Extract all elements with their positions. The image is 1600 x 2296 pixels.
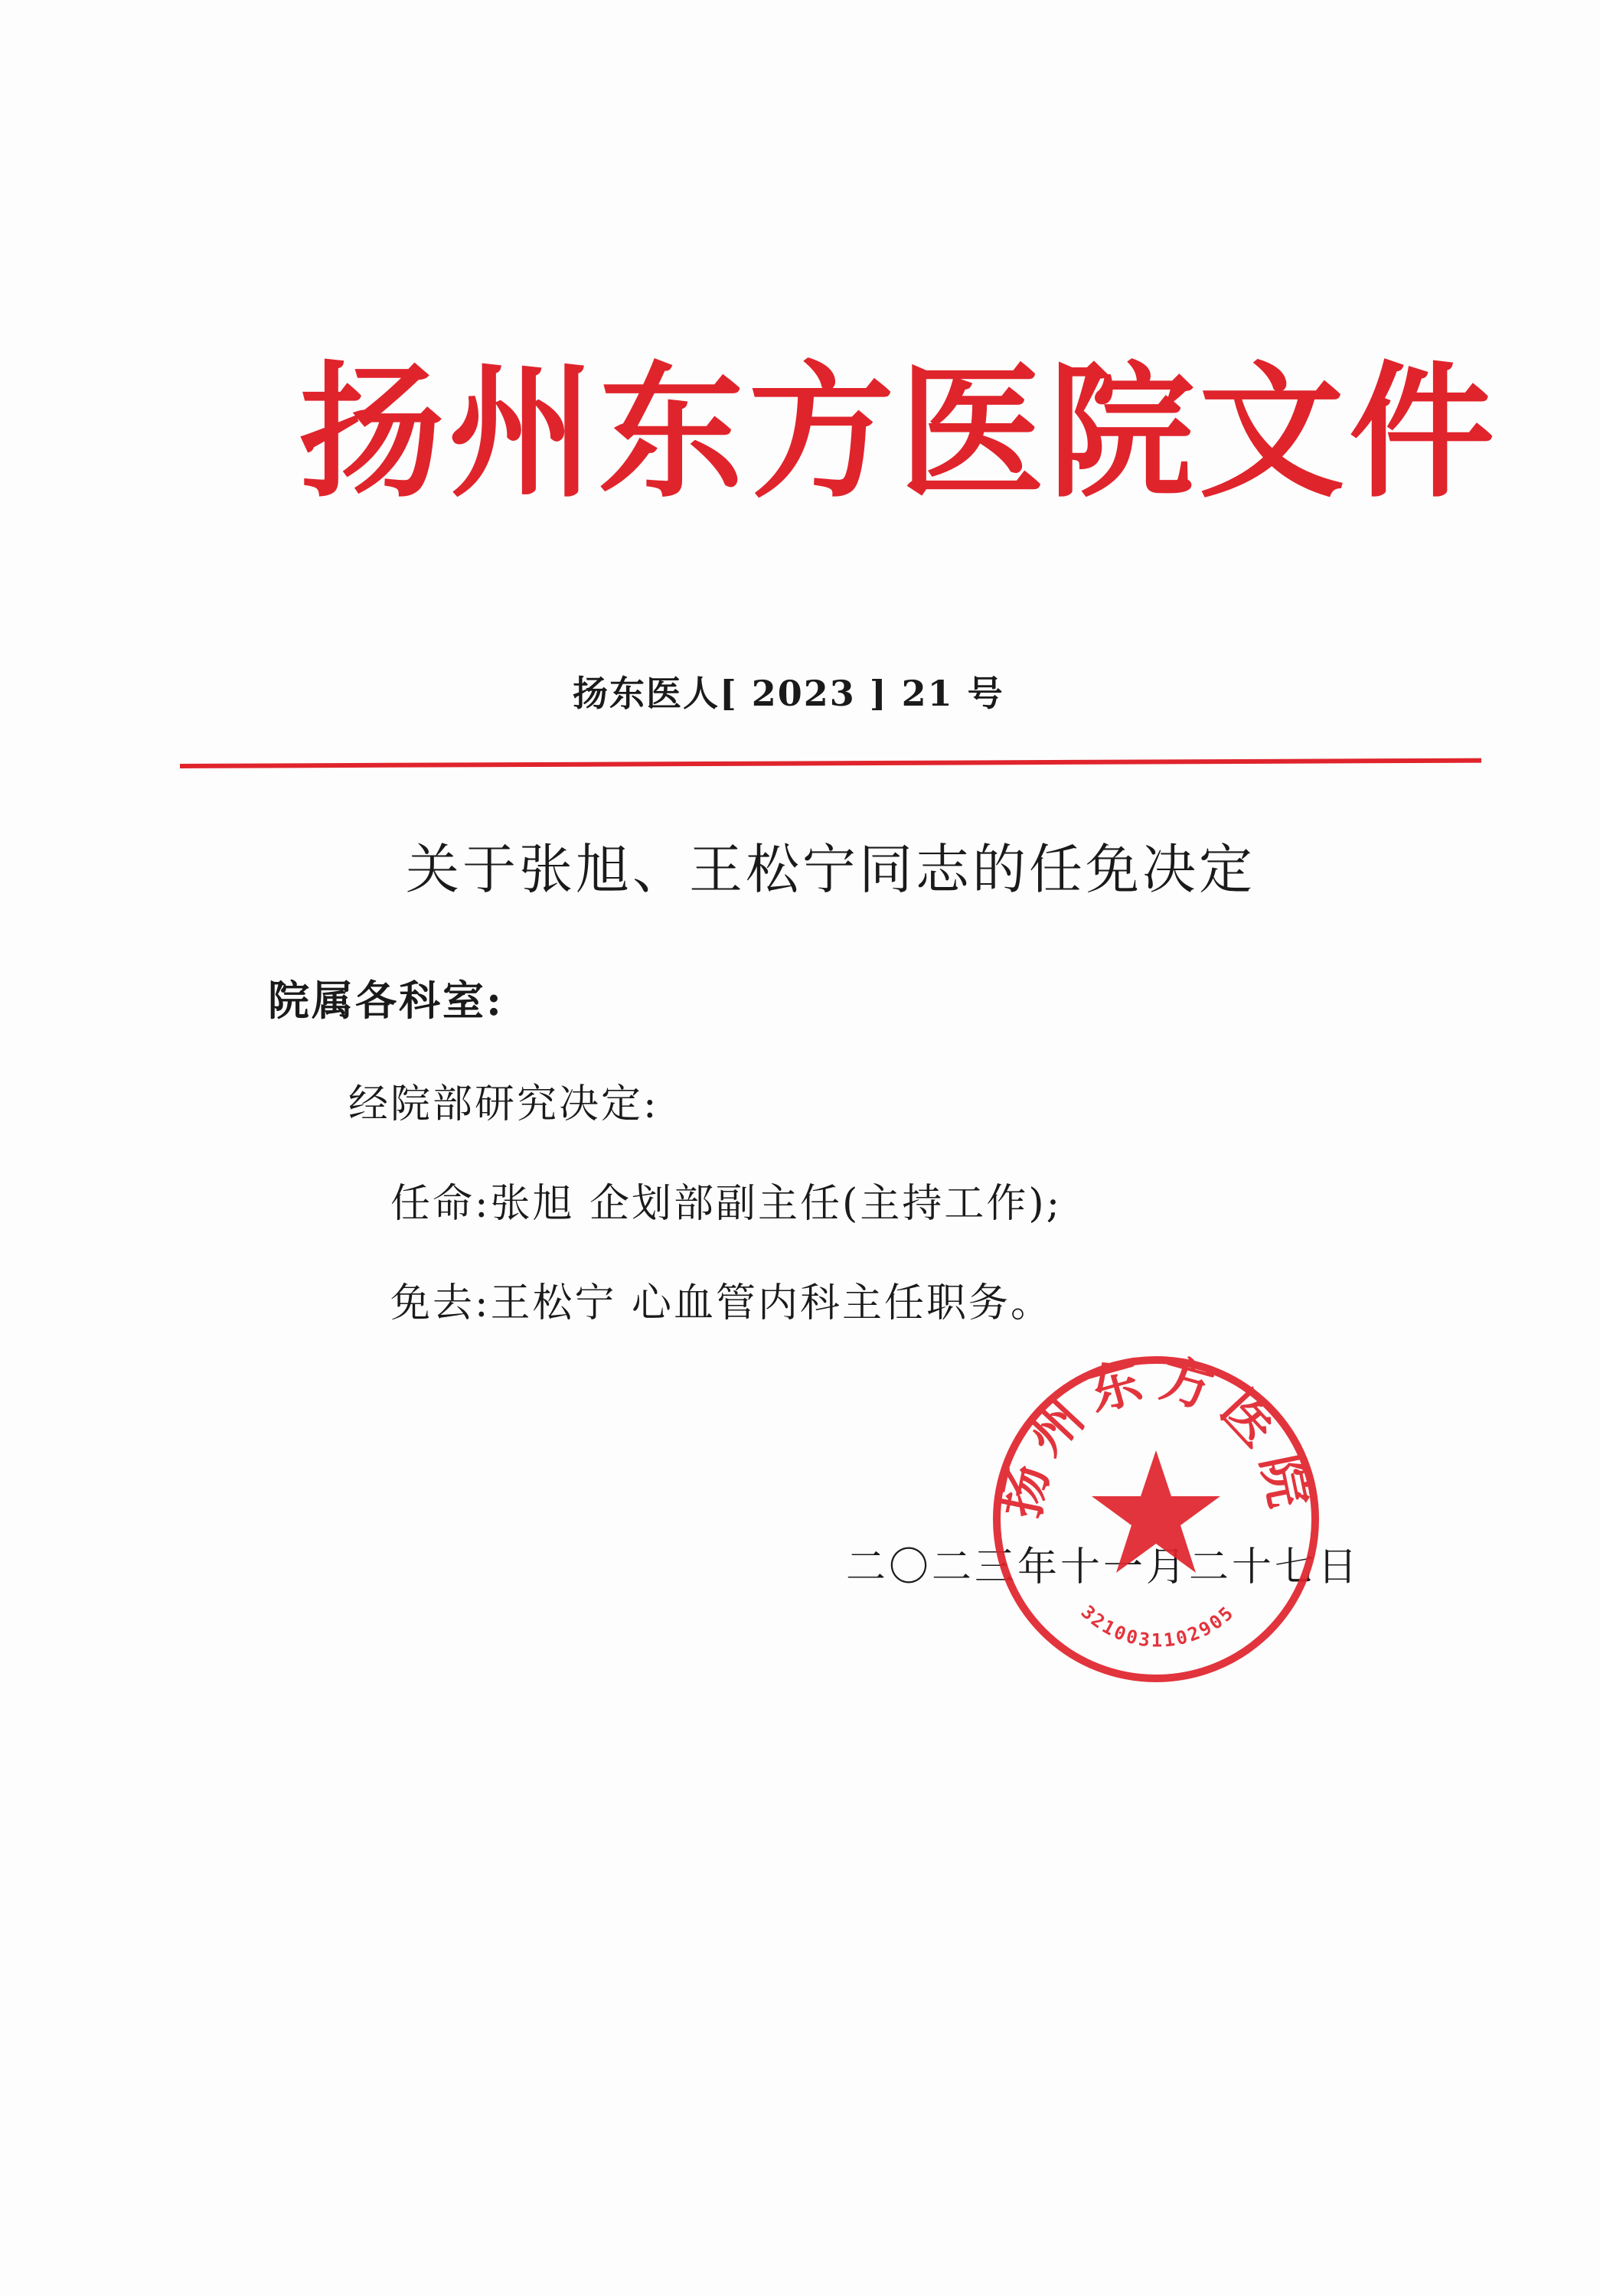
seal-name: 扬州东方医院 bbox=[990, 1351, 1322, 1523]
salutation: 院属各科室: bbox=[268, 976, 504, 1025]
dismissal-line: 免去:王松宁 心血管内科主任职务。 bbox=[390, 1280, 1053, 1326]
seal-star-icon bbox=[1092, 1450, 1220, 1573]
document-title: 关于张旭、王松宁同志的任免决定 bbox=[406, 838, 1256, 901]
red-divider bbox=[180, 758, 1481, 768]
seal-code: 3210031102905 bbox=[1076, 1601, 1239, 1652]
official-seal-icon bbox=[988, 1351, 1324, 1688]
masthead-title: 扬州东方医院文件 bbox=[299, 347, 1500, 517]
appointment-line: 任命:张旭 企划部副主任(主持工作); bbox=[390, 1181, 1063, 1227]
intro-line: 经院部研究决定: bbox=[348, 1081, 659, 1127]
document-number: 扬东医人[ 2023 ] 21 号 bbox=[573, 673, 1004, 714]
svg-text:3210031102905 bbox=[1077, 1601, 1239, 1652]
document-date: 二〇二三年十一月二十七日 bbox=[846, 1544, 1361, 1590]
